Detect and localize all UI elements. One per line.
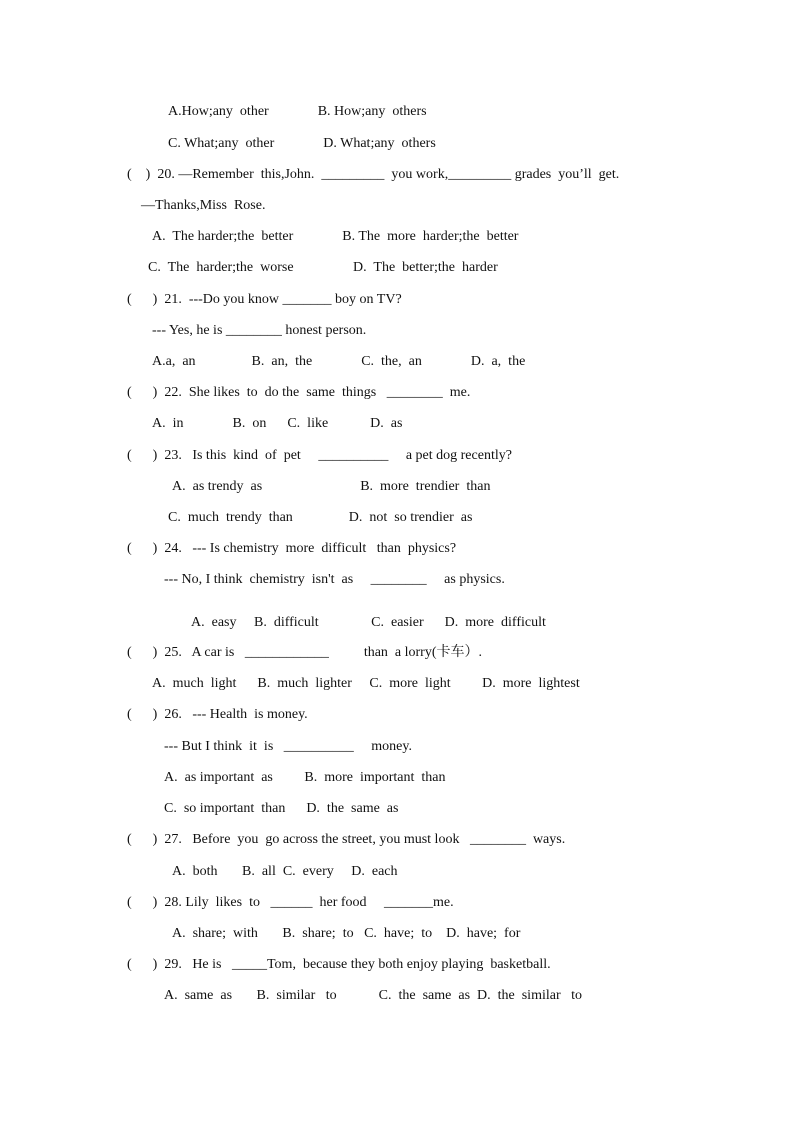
question-line: A. much light B. much lighter C. more light D. more lightest [152, 676, 580, 691]
question-line: ( ) 26. --- Health is money. [127, 707, 308, 722]
question-line: C. The harder;the worse D. The better;the harder [148, 260, 498, 275]
question-line: —Thanks,Miss Rose. [141, 198, 266, 213]
question-line: ( ) 24. --- Is chemistry more difficult than physics? [127, 541, 457, 556]
question-line: ( ) 22. She likes to do the same things ________ me. [127, 385, 471, 400]
question-line: ( ) 27. Before you go across the street, you must look ________ ways. [127, 832, 566, 847]
question-line: A. as important as B. more important than [164, 770, 446, 785]
question-line: --- No, I think chemistry isn't as ________ as physics. [164, 572, 505, 587]
question-line: ( ) 23. Is this kind of pet __________ a pet dog recently? [127, 448, 512, 463]
question-line: A.a, an B. an, the C. the, an D. a, the [152, 354, 526, 369]
question-line: A. The harder;the better B. The more harder;the better [152, 229, 519, 244]
question-line: ( ) 28. Lily likes to ______ her food _______me. [127, 895, 454, 910]
question-line: A. in B. on C. like D. as [152, 416, 403, 431]
question-line: ( ) 20. —Remember this,John. _________ you work,_________ grades you’ll get. [127, 167, 620, 182]
question-line: A.How;any other B. How;any others [168, 104, 427, 119]
question-line: A. same as B. similar to C. the same as D. the similar to [164, 988, 583, 1003]
question-line: ( ) 25. A car is ____________ than a lorry(卡车）. [127, 645, 483, 660]
question-line: --- But I think it is __________ money. [164, 739, 412, 754]
question-line: ( ) 21. ---Do you know _______ boy on TV? [127, 292, 402, 307]
question-line: ( ) 29. He is _____Tom, because they both enjoy playing basketball. [127, 957, 551, 972]
question-line: A. easy B. difficult C. easier D. more difficult [191, 615, 546, 630]
question-line: A. as trendy as B. more trendier than [172, 479, 491, 494]
question-line: C. What;any other D. What;any others [168, 136, 436, 151]
question-line: C. much trendy than D. not so trendier as [168, 510, 473, 525]
question-line: --- Yes, he is ________ honest person. [152, 323, 367, 338]
question-line: A. share; with B. share; to C. have; to D. have; for [172, 926, 521, 941]
question-line: C. so important than D. the same as [164, 801, 399, 816]
question-line: A. both B. all C. every D. each [172, 864, 398, 879]
